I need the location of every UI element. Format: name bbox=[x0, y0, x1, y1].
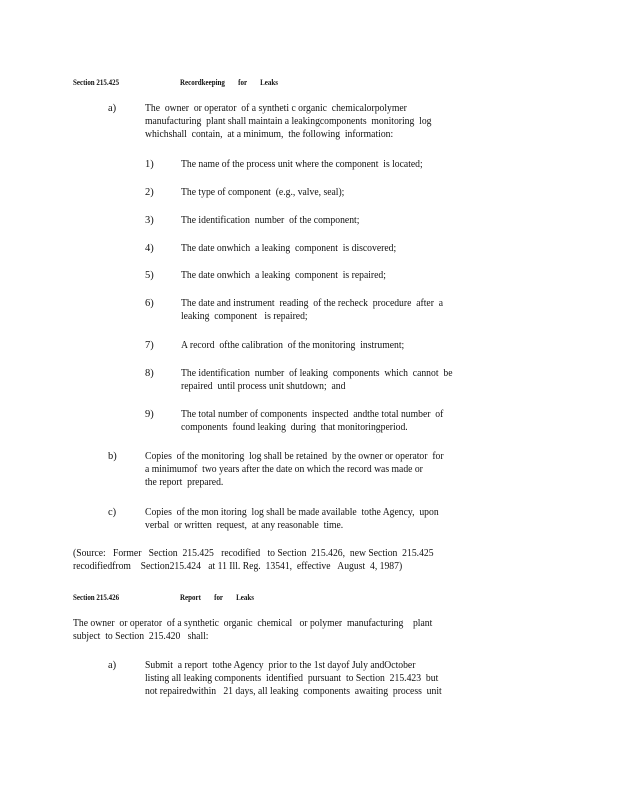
item-number: 8) bbox=[145, 368, 154, 379]
section-215-425-title: Recordkeeping for Leaks bbox=[180, 77, 278, 87]
item-text-line: The identification number of leaking components which cannot be bbox=[181, 368, 453, 379]
item-number: 2) bbox=[145, 187, 154, 198]
subsection-a-text-line: Submit a report tothe Agency prior to the 1st dayof July andOctober bbox=[145, 660, 416, 671]
item-number: 4) bbox=[145, 243, 154, 254]
item-number: 9) bbox=[145, 409, 154, 420]
source-note-line: (Source: Former Section 215.425 recodified to Section 215.426, new Section 215.425 bbox=[73, 548, 434, 559]
subsection-c-label: c) bbox=[108, 507, 117, 518]
item-text-line: The name of the process unit where the component is located; bbox=[181, 159, 423, 170]
subsection-c-text-line: verbal or written request, at any reasonable time. bbox=[145, 520, 344, 531]
subsection-a-text-line: not repairedwithin 21 days, all leaking components awaiting process unit bbox=[145, 686, 442, 697]
subsection-a-text-line: listing all leaking components identified pursuant to Section 215.423 but bbox=[145, 673, 439, 684]
item-number: 6) bbox=[145, 298, 154, 309]
subsection-b-text-line: the report prepared. bbox=[145, 477, 224, 488]
item-text-line: components found leaking during that monitoringperiod. bbox=[181, 422, 408, 433]
subsection-a-label: a) bbox=[108, 660, 117, 671]
subsection-b-text-line: a minimumof two years after the date on which the record was made or bbox=[145, 464, 423, 475]
item-text-line: repaired until process unit shutdown; and bbox=[181, 381, 346, 392]
item-number: 7) bbox=[145, 340, 154, 351]
source-note-line: recodifiedfrom Section215.424 at 11 Ill. Reg. 13541, effective August 4, 1987) bbox=[73, 561, 403, 572]
section-215-426-title: Report for Leaks bbox=[180, 592, 254, 602]
subsection-a-text-line: whichshall contain, at a minimum, the following information: bbox=[145, 129, 394, 140]
item-text-line: A record ofthe calibration of the monitoring instrument; bbox=[181, 340, 405, 351]
item-text-line: The type of component (e.g., valve, seal); bbox=[181, 187, 345, 198]
item-number: 1) bbox=[145, 159, 154, 170]
subsection-c-text-line: Copies of the mon itoring log shall be made available tothe Agency, upon bbox=[145, 507, 439, 518]
item-number: 5) bbox=[145, 270, 154, 281]
section-215-426-number: Section 215.426 bbox=[73, 592, 120, 602]
item-text-line: The date onwhich a leaking component is discovered; bbox=[181, 243, 397, 254]
item-text-line: leaking component is repaired; bbox=[181, 311, 308, 322]
item-text-line: The identification number of the component; bbox=[181, 215, 360, 226]
subsection-b-label: b) bbox=[108, 451, 117, 462]
subsection-a-text-line: manufacturing plant shall maintain a leakingcomponents monitoring log bbox=[145, 116, 432, 127]
item-text-line: The total number of components inspected andthe total number of bbox=[181, 409, 444, 420]
item-text-line: The date onwhich a leaking component is repaired; bbox=[181, 270, 386, 281]
section-intro-line: The owner or operator of a synthetic organic chemical or polymer manufacturing plant bbox=[73, 618, 433, 629]
item-number: 3) bbox=[145, 215, 154, 226]
subsection-b-text-line: Copies of the monitoring log shall be retained by the owner or operator for bbox=[145, 451, 444, 462]
section-intro-line: subject to Section 215.420 shall: bbox=[73, 631, 209, 642]
subsection-a-text-line: The owner or operator of a syntheti c organic chemicalorpolymer bbox=[145, 103, 407, 114]
item-text-line: The date and instrument reading of the recheck procedure after a bbox=[181, 298, 444, 309]
section-215-425-number: Section 215.425 bbox=[73, 77, 120, 87]
subsection-a-label: a) bbox=[108, 103, 117, 114]
